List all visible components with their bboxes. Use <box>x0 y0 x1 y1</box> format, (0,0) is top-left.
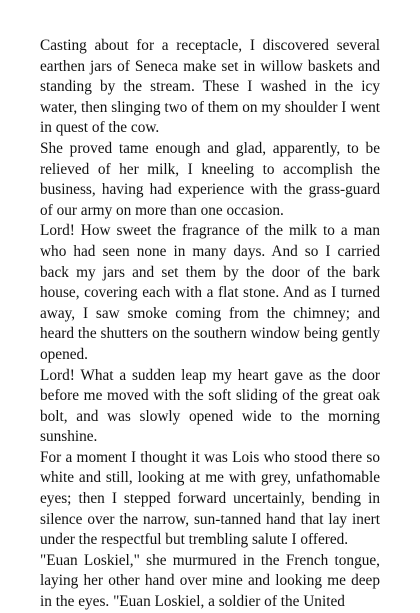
document-page <box>40 36 380 613</box>
paragraph-6: "Euan Loskiel," she murmured in the French tongue, laying her other hand over mine and looking me deep in the eyes. "Euan Loskiel, a soldier of the United <box>40 551 380 611</box>
paragraph-5: For a moment I thought it was Lois who stood there so white and still, looking at me with grey, unfathomable eyes; then I stepped forward uncertainly, bending in silence over the narrow, sun-tanned hand that lay inert under the respectful but trembling salute I offered. <box>40 448 380 549</box>
paragraph-2: She proved tame enough and glad, apparently, to be relieved of her milk, I kneeling to accomplish the business, having had experience with the grass-guard of our army on more than one occasion. <box>40 139 380 219</box>
paragraph-1: Casting about for a receptacle, I discovered several earthen jars of Seneca make set in willow baskets and standing by the stream. These I washed in the icy water, then slinging two of them on my shoulder I went in quest of the cow. <box>40 37 380 137</box>
paragraph-3: Lord! How sweet the fragrance of the milk to a man who had seen none in many days. And so I carried back my jars and set them by the door of the bark house, covering each with a flat stone. And as I turned away, I saw smoke coming from the chimney; and heard the shutters on the southern window being gently opened. <box>40 222 380 363</box>
paragraph-4: Lord! What a sudden leap my heart gave as the door before me moved with the soft sliding of the great oak bolt, and was slowly opened wide to the morning sunshine. <box>40 366 380 446</box>
